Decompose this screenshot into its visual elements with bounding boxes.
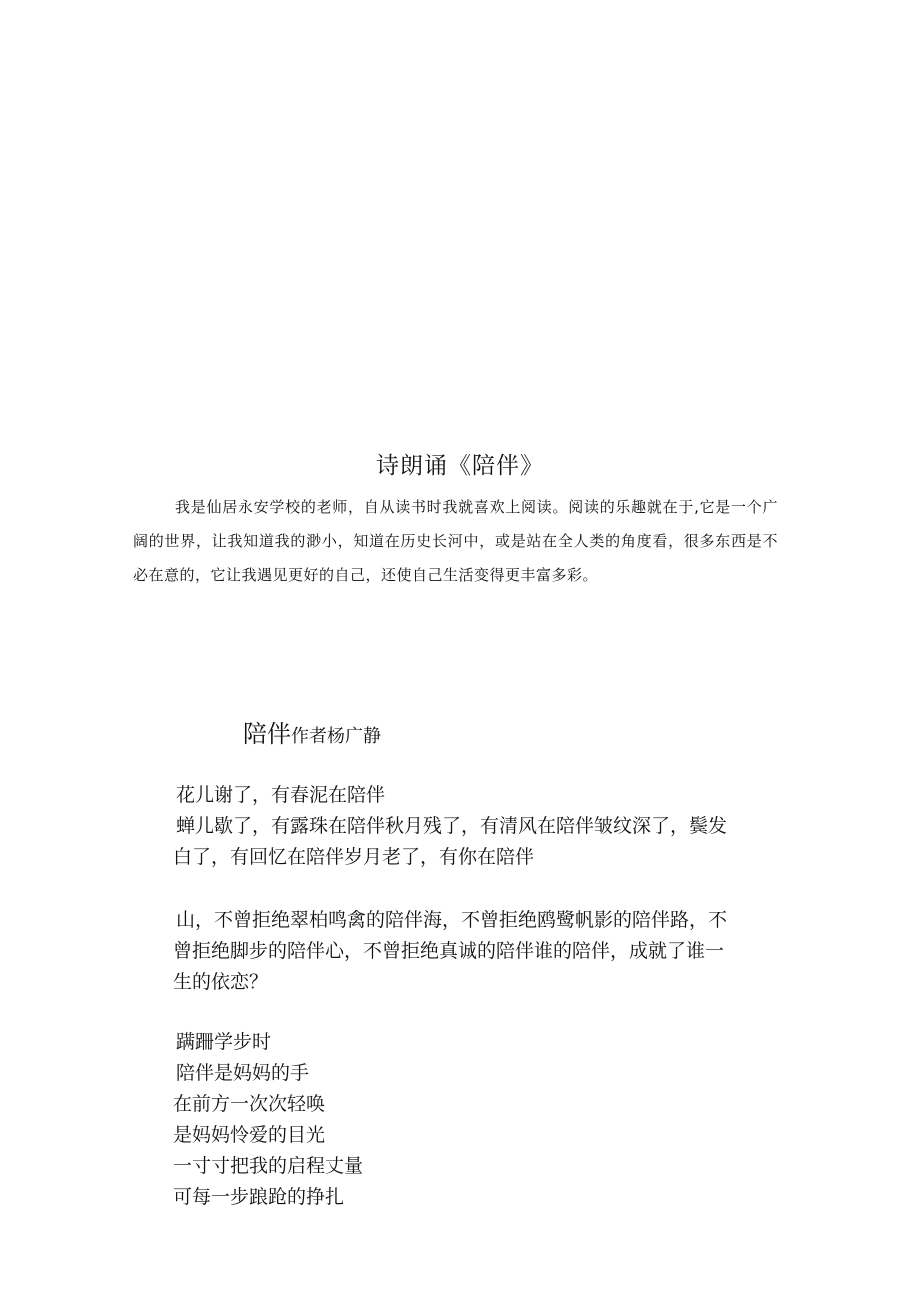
- document-title: 诗朗诵《陪伴》: [376, 453, 544, 479]
- poem-stanza-2: [173, 905, 727, 998]
- poem-line: 山，不曾拒绝翠柏鸣禽的陪伴海，不曾拒绝鸥鹭帆影的陪伴路，不: [176, 909, 728, 931]
- poem-line: 生的依恋？: [173, 971, 269, 993]
- poem-author: 作者杨广静: [291, 726, 381, 747]
- intro-paragraph: 我是仙居永安学校的老师，自从读书时我就喜欢上阅读。阅读的乐趣就在于,它是一个广阔的世界，让我知道我的渺小，知道在历史长河中，或是站在全人类的角度看，很多东西是不必在意的，它让我遇见更好的自己，还使自己生活变得更丰富多彩。: [133, 498, 778, 584]
- intro-section: [133, 490, 778, 592]
- poem-line: 在前方一次次轻唤: [173, 1093, 326, 1115]
- poem-line: 是妈妈怜爱的目光: [173, 1124, 326, 1146]
- poem-line: 一寸寸把我的启程丈量: [173, 1155, 364, 1177]
- poem-stanza-1: [173, 780, 727, 873]
- poem-line: 蝉儿歇了，有露珠在陪伴秋月残了，有清风在陪伴皱纹深了，鬓发: [176, 815, 728, 837]
- poem-line: 可每一步踉跄的挣扎: [173, 1186, 345, 1208]
- poem-line: 陪伴是妈妈的手: [176, 1062, 310, 1084]
- poem-stanza-3: [173, 1027, 363, 1213]
- poem-heading: [243, 712, 381, 759]
- poem-line: 曾拒绝脚步的陪伴心，不曾拒绝真诚的陪伴谁的陪伴，成就了谁一: [173, 940, 725, 962]
- poem-title: 陪伴: [243, 720, 291, 748]
- poem-line: 蹒跚学步时: [176, 1031, 272, 1053]
- poem-line: 白了，有回忆在陪伴岁月老了，有你在陪伴: [173, 846, 535, 868]
- poem-line: 花儿谢了，有春泥在陪伴: [176, 784, 386, 806]
